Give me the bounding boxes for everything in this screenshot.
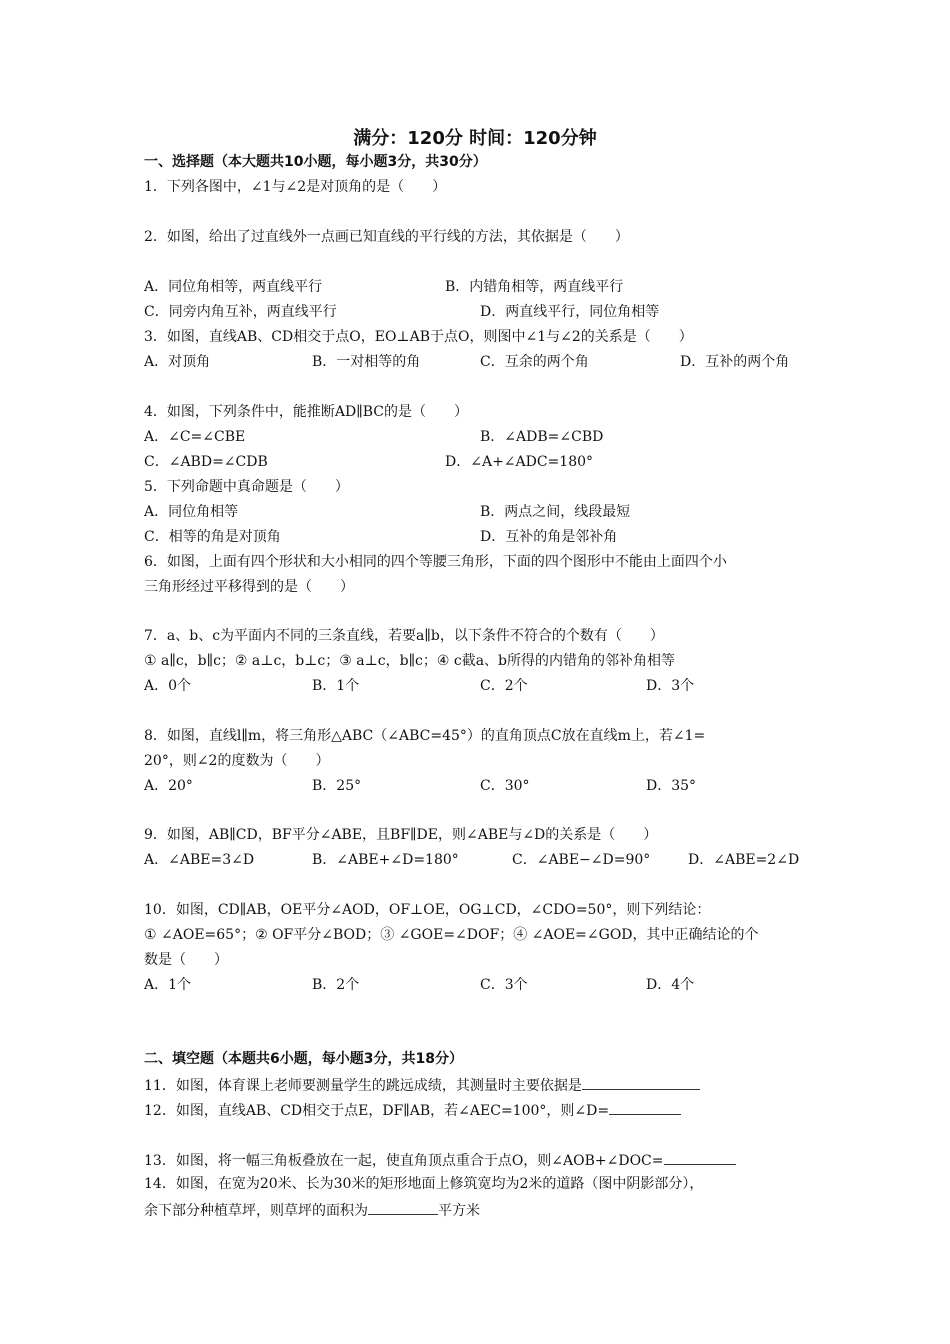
question-8-line1: 8．如图，直线l∥m，将三角形△ABC（∠ABC=45°）的直角顶点C放在直线m上，若∠1= <box>144 728 706 744</box>
q2-option-a: A．同位角相等，两直线平行 <box>144 279 323 295</box>
question-10-line2: ① ∠AOE=65°；② OF平分∠BOD；③ ∠GOE=∠DOF；④ ∠AOE=∠GOD，其中正确结论的个 <box>144 927 759 943</box>
q10-option-c: C．3个 <box>480 977 528 993</box>
q12-answer-blank[interactable] <box>609 1100 681 1115</box>
section-fill-heading: 二、填空题（本题共6小题，每小题3分，共18分） <box>144 1051 463 1067</box>
q3-option-a: A．对顶角 <box>144 354 211 370</box>
q5-option-d: D．互补的角是邻补角 <box>480 529 618 545</box>
question-14-line1: 14．如图，在宽为20米、长为30米的矩形地面上修筑宽均为2米的道路（图中阴影部分）， <box>144 1176 704 1192</box>
q11-answer-blank[interactable] <box>582 1075 700 1090</box>
q7-conditions: ① a∥c，b∥c；② a⊥c，b⊥c；③ a⊥c，b∥c；④ c截a、b所得的内错角的邻补角相等 <box>144 653 676 669</box>
q5-option-b: B．两点之间，线段最短 <box>480 504 631 520</box>
q5-option-a: A．同位角相等 <box>144 504 239 520</box>
q7-option-d: D．3个 <box>646 678 695 694</box>
q9-option-d: D．∠ABE=2∠D <box>688 852 800 868</box>
question-11 <box>144 1075 700 1095</box>
question-10-line1: 10．如图，CD∥AB，OE平分∠AOD，OF⊥OE，OG⊥CD，∠CDO=50°，则下列结论： <box>144 902 711 918</box>
q7-option-a: A．0个 <box>144 678 192 694</box>
q8-option-a: A．20° <box>144 778 193 794</box>
question-6-line2: 三角形经过平移得到的是（ ） <box>144 579 354 595</box>
q9-option-b: B．∠ABE+∠D=180° <box>312 852 459 868</box>
q8-option-d: D．35° <box>646 778 697 794</box>
q4-option-d: D．∠A+∠ADC=180° <box>445 454 594 470</box>
question-9: 9．如图，AB∥CD，BF平分∠ABE，且BF∥DE，则∠ABE与∠D的关系是（ ） <box>144 827 658 843</box>
question-12 <box>144 1100 681 1120</box>
q9-option-a: A．∠ABE=3∠D <box>144 852 255 868</box>
q10-option-d: D．4个 <box>646 977 695 993</box>
q14-unit: 平方米 <box>438 1203 480 1219</box>
q11-stem: 11．如图，体育课上老师要测量学生的跳远成绩，其测量时主要依据是 <box>144 1078 582 1094</box>
q4-option-a: A．∠C=∠CBE <box>144 429 246 445</box>
q10-option-a: A．1个 <box>144 977 192 993</box>
question-10-line3: 数是（ ） <box>144 952 228 968</box>
q5-option-c: C．相等的角是对顶角 <box>144 529 281 545</box>
q4-option-b: B．∠ADB=∠CBD <box>480 429 604 445</box>
q13-answer-blank[interactable] <box>664 1150 736 1165</box>
q3-option-b: B．一对相等的角 <box>312 354 421 370</box>
q2-option-b: B．内错角相等，两直线平行 <box>445 279 624 295</box>
question-7: 7．a、b、c为平面内不同的三条直线，若要a∥b，以下条件不符合的个数有（ ） <box>144 628 664 644</box>
q2-option-d: D．两直线平行，同位角相等 <box>480 304 660 320</box>
q7-option-c: C．2个 <box>480 678 528 694</box>
question-5: 5．下列命题中真命题是（ ） <box>144 479 349 495</box>
q8-option-b: B．25° <box>312 778 362 794</box>
page-title: 满分：120分 时间：120分钟 <box>353 128 597 149</box>
q12-stem: 12．如图，直线AB、CD相交于点E，DF∥AB，若∠AEC=100°，则∠D= <box>144 1103 610 1119</box>
q4-option-c: C．∠ABD=∠CDB <box>144 454 268 470</box>
q14-answer-blank[interactable] <box>368 1200 438 1215</box>
q14-stem: 余下部分种植草坪，则草坪的面积为 <box>144 1203 368 1219</box>
q2-option-c: C．同旁内角互补，两直线平行 <box>144 304 337 320</box>
question-6-line1: 6．如图，上面有四个形状和大小相同的四个等腰三角形，下面的四个图形中不能由上面四个小 <box>144 554 727 570</box>
section-choice-heading: 一、选择题（本大题共10小题，每小题3分，共30分） <box>144 154 487 170</box>
question-2: 2．如图，给出了过直线外一点画已知直线的平行线的方法，其依据是（ ） <box>144 229 629 245</box>
question-8-line2: 20°，则∠2的度数为（ ） <box>144 753 330 769</box>
q3-option-d: D．互补的两个角 <box>680 354 790 370</box>
question-14-line2 <box>144 1200 480 1220</box>
question-4: 4．如图，下列条件中，能推断AD∥BC的是（ ） <box>144 404 468 420</box>
question-3: 3．如图，直线AB、CD相交于点O，EO⊥AB于点O，则图中∠1与∠2的关系是（ ） <box>144 329 693 345</box>
q10-option-b: B．2个 <box>312 977 360 993</box>
q8-option-c: C．30° <box>480 778 530 794</box>
question-13 <box>144 1150 736 1170</box>
question-1: 1．下列各图中，∠1与∠2是对顶角的是（ ） <box>144 179 447 195</box>
q3-option-c: C．互余的两个角 <box>480 354 589 370</box>
q7-option-b: B．1个 <box>312 678 360 694</box>
q13-stem: 13．如图，将一幅三角板叠放在一起，使直角顶点重合于点O，则∠AOB+∠DOC= <box>144 1153 664 1169</box>
q9-option-c: C．∠ABE−∠D=90° <box>512 852 651 868</box>
